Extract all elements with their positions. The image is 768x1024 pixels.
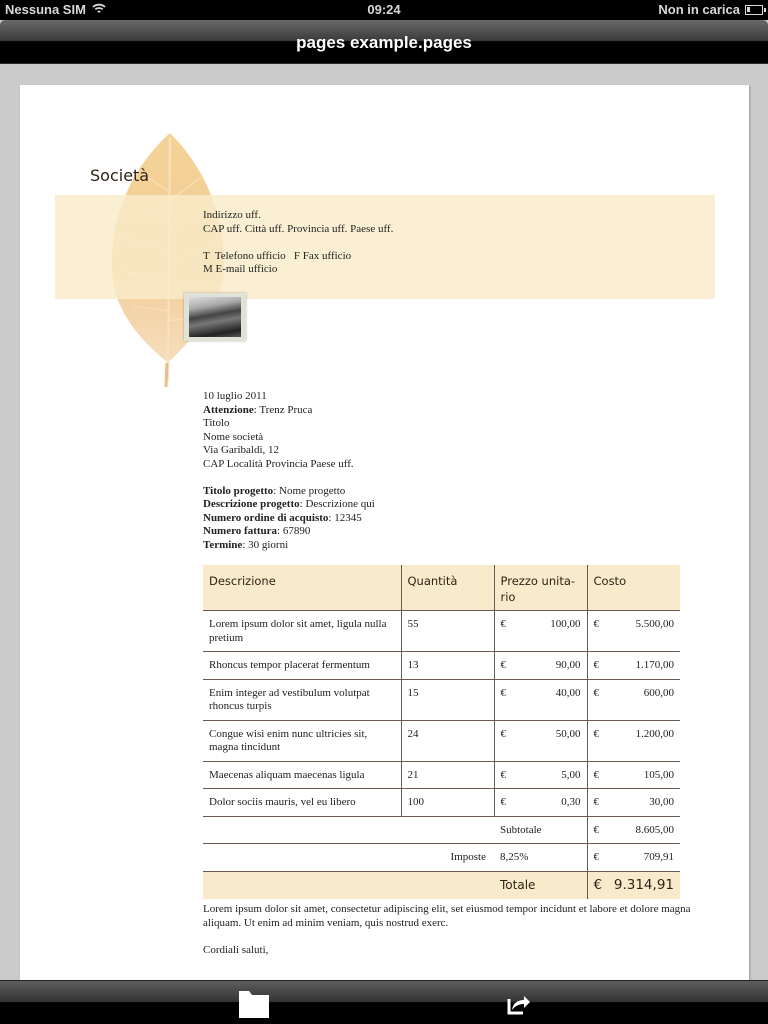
tax-rate: 8,25% — [494, 844, 587, 872]
address-line-1: Indirizzo uff. — [203, 209, 261, 221]
invoice-table — [203, 565, 680, 899]
tax-label: Imposte — [203, 844, 494, 872]
table-row — [203, 679, 680, 720]
item-description: Enim integer ad vestibulum volutpat rhoncus turpis — [203, 679, 401, 720]
item-description: Congue wisi enim nunc ultricies sit, magna tincidunt — [203, 720, 401, 761]
status-bar — [0, 0, 768, 20]
battery-icon — [745, 5, 763, 15]
tax-row — [203, 844, 680, 872]
clock: 09:24 — [367, 2, 401, 17]
table-row — [203, 720, 680, 761]
company-photo — [184, 293, 246, 341]
table-row — [203, 789, 680, 817]
tax-value: € 709,91 — [587, 844, 680, 872]
total-row — [203, 871, 680, 899]
item-unit-price: € 100,00 — [494, 611, 587, 652]
item-quantity: 21 — [401, 761, 494, 789]
item-quantity: 55 — [401, 611, 494, 652]
item-cost: € 30,00 — [587, 789, 680, 817]
item-cost: € 1.200,00 — [587, 720, 680, 761]
project-title: Titolo progetto: Nome progetto — [203, 484, 346, 497]
recipient-city: CAP Località Provincia Paese uff. — [203, 457, 354, 470]
item-cost: € 5.500,00 — [587, 611, 680, 652]
item-cost: € 105,00 — [587, 761, 680, 789]
company-name: Società — [90, 166, 150, 185]
total-label: Totale — [494, 871, 587, 899]
payment-term: Termine: 30 giorni — [203, 538, 289, 551]
phone-fax: T Telefono ufficio F Fax ufficio — [203, 249, 352, 262]
attention-line: Attenzione: Trenz Pruca — [203, 403, 313, 416]
documents-button[interactable] — [236, 987, 272, 1019]
document-title: pages example.pages — [296, 33, 472, 52]
item-quantity: 13 — [401, 652, 494, 680]
item-cost: € 1.170,00 — [587, 652, 680, 680]
recipient-street: Via Garibaldi, 12 — [203, 444, 280, 456]
title-bar — [0, 20, 768, 64]
battery-status-label: Non in carica — [658, 2, 740, 17]
recipient-block — [203, 390, 375, 552]
table-row — [203, 761, 680, 789]
document-page[interactable] — [20, 85, 749, 985]
item-quantity: 15 — [401, 679, 494, 720]
invoice-number: Numero fattura: 67890 — [203, 525, 311, 537]
recipient-title: Titolo — [203, 417, 230, 429]
item-description: Maecenas aliquam maecenas ligula — [203, 761, 401, 789]
header-description: Descrizione — [203, 565, 401, 611]
item-unit-price: € 0,30 — [494, 789, 587, 817]
header-quantity: Quantità — [401, 565, 494, 611]
subtotal-row — [203, 816, 680, 844]
share-button[interactable] — [500, 987, 536, 1019]
item-description: Lorem ipsum dolor sit amet, ligula nulla pretium — [203, 611, 401, 652]
item-unit-price: € 5,00 — [494, 761, 587, 789]
share-icon — [500, 987, 536, 1019]
purchase-order-number: Numero ordine di acquisto: 12345 — [203, 511, 362, 524]
email: M E-mail ufficio — [203, 263, 278, 275]
company-address — [203, 209, 393, 277]
header-unit-price: Prezzo unita- rio — [494, 565, 587, 611]
item-description: Dolor sociis mauris, vel eu libero — [203, 789, 401, 817]
recipient-company: Nome società — [203, 430, 264, 443]
total-value: € 9.314,91 — [587, 871, 680, 899]
closing-block — [203, 903, 693, 957]
item-quantity: 100 — [401, 789, 494, 817]
table-header-row — [203, 565, 680, 611]
bottom-toolbar — [0, 980, 768, 1024]
table-row — [203, 611, 680, 652]
carrier-label: Nessuna SIM — [5, 2, 86, 17]
folder-icon — [236, 987, 272, 1019]
item-unit-price: € 90,00 — [494, 652, 587, 680]
header-cost: Costo — [587, 565, 680, 611]
invoice-date: 10 luglio 2011 — [203, 390, 267, 402]
project-description: Descrizione progetto: Descrizione qui — [203, 498, 375, 510]
subtotal-label: Subtotale — [494, 816, 587, 844]
salutation: Cordiali saluti, — [203, 943, 269, 956]
item-unit-price: € 40,00 — [494, 679, 587, 720]
item-quantity: 24 — [401, 720, 494, 761]
address-line-2: CAP uff. Città uff. Provincia uff. Paese uff. — [203, 222, 394, 235]
closing-paragraph: Lorem ipsum dolor sit amet, consectetur adipiscing elit, set eiusmod tempor incidunt et labore et dolore magna aliquam. Ut enim ad minim veniam, quis nostrud exerc. — [203, 903, 691, 929]
table-row — [203, 652, 680, 680]
battery-group — [658, 2, 763, 17]
subtotal-value: € 8.605,00 — [587, 816, 680, 844]
item-description: Rhoncus tempor placerat fermentum — [203, 652, 401, 680]
item-cost: € 600,00 — [587, 679, 680, 720]
item-unit-price: € 50,00 — [494, 720, 587, 761]
